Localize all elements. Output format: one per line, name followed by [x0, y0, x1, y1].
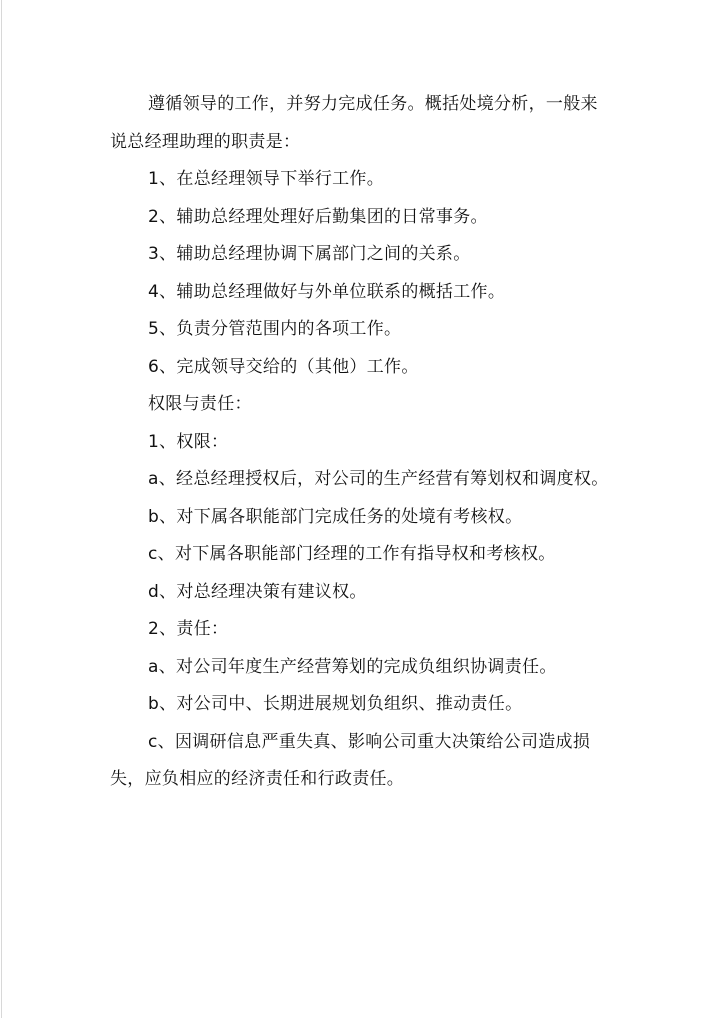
duty-item-3: 3、辅助总经理协调下属部门之间的关系。 [148, 244, 471, 264]
duty-item-1: 1、在总经理领导下举行工作。 [148, 169, 385, 189]
authority-item-b: b、对下属各职能部门完成任务的处境有考核权。 [148, 506, 523, 527]
responsibility-item-b: b、对公司中、长期进展规划负组织、推动责任。 [148, 694, 523, 714]
subsection-heading-responsibility: 2、责任： [148, 619, 229, 639]
authority-item-c: c、对下属各职能部门经理的工作有指导权和考核权。 [148, 544, 556, 564]
authority-item-d: d、对总经理决策有建议权。 [148, 581, 367, 602]
responsibility-item-c: c、因调研信息严重失真、影响公司重大决策给公司造成损失，应负相应的经济责任和行政责任。 [110, 731, 591, 789]
duty-item-4: 4、辅助总经理做好与外单位联系的概括工作。 [148, 281, 506, 302]
intro-paragraph: 遵循领导的工作，并努力完成任务。概括处境分析，一般来说总经理助理的职责是： [110, 94, 598, 152]
duty-item-6: 6、完成领导交给的（其他）工作。 [148, 356, 419, 377]
responsibility-item-a: a、对公司年度生产经营筹划的完成负组织协调责任。 [148, 656, 557, 677]
duty-item-2: 2、辅助总经理处理好后勤集团的日常事务。 [148, 206, 488, 227]
authority-item-a: a、经总经理授权后，对公司的生产经营有筹划权和调度权。 [148, 469, 609, 489]
section-heading-authority-responsibility: 权限与责任： [148, 394, 252, 414]
document-body [110, 86, 610, 799]
duty-item-5: 5、负责分管范围内的各项工作。 [148, 319, 402, 339]
page-left-border [1, 0, 2, 1018]
subsection-heading-authority: 1、权限： [148, 431, 229, 452]
